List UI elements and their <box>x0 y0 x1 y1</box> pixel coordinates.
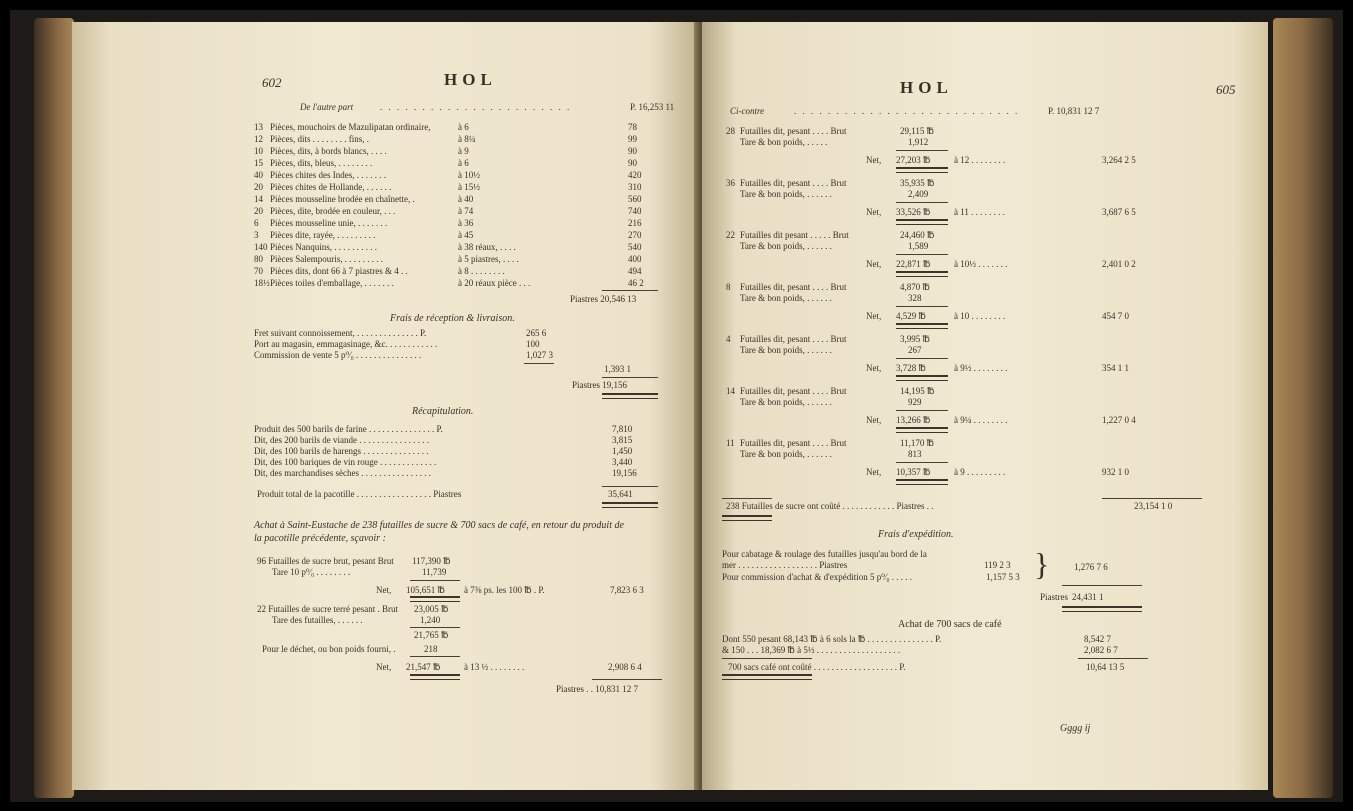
lot-net: 33,526 ℔ <box>896 207 931 217</box>
recap-amount: 19,156 <box>612 468 637 478</box>
item-qty: 13 <box>254 122 263 132</box>
item-qty: 18½ <box>254 278 270 288</box>
coffee-title: Achat de 700 sacs de café <box>898 619 1002 630</box>
item-qty: 20 <box>254 182 263 192</box>
item-rate: à 38 réaux, . . . . <box>458 242 516 252</box>
item-rate: à 74 <box>458 206 474 216</box>
lot-amount: 3,687 6 5 <box>1102 207 1136 217</box>
fee-amount: 1,027 3 <box>526 350 553 360</box>
item-rate: à 15½ <box>458 182 480 192</box>
item-qty: 20 <box>254 206 263 216</box>
fee-amount: 265 6 <box>526 328 547 338</box>
item-desc: Pièces Nanquins, . . . . . . . . . . <box>270 242 377 252</box>
lot-net-label: Net, <box>866 259 882 269</box>
item-desc: Pièces, mouchoirs de Mazulipatan ordinaire, <box>270 122 431 132</box>
lot-brut: 3,995 ℔ <box>900 334 930 344</box>
item-qty: 70 <box>254 266 263 276</box>
lot-qty: 11 <box>726 438 735 448</box>
item-qty: 15 <box>254 158 263 168</box>
lot-rate: à 11 . . . . . . . . <box>954 207 1005 217</box>
lot-tare: 267 <box>908 345 922 355</box>
sugar-total-label: 238 Futailles de sucre ont coûté . . . . . . . . . . . . Piastres . . <box>726 501 934 511</box>
lot-tare-label: Tare & bon poids, . . . . . . <box>740 293 832 303</box>
lot-desc: Futailles dit pesant . . . . . Brut <box>740 230 849 240</box>
lot-tare-label: Tare & bon poids, . . . . . . <box>740 345 832 355</box>
left-page: 602 HOL De l'autre part . . . . . . . . . . . . . . . . . . . . . . . P. 16,253 11 13 Pièces, mouchoirs de Mazulipatan ordinaire, à 6 78 12 Pièces, dits . . . . . . . . fins, . à 8¼ 99 10 Pièces, dits, à bords blancs, . . . . à 9 90 15 Pièces, dits, bleus, . . . . . . . . à 6 90 40 Pièces chites des Indes, . . . . . . . à 10½ 420 20 Pièces chites de Hollande, . . . . . . à 15½ 310 14 Pièces mousseline brodée en chaînette, . à 40 560 20 Pièces, dite, brodée en couleur, . . . à 74 740 6 Pièces mousseline unie, . . . . . . . à 36 216 3 Pièces dite, rayée, . . . . . . . . . à 45 270 140 Pièces Nanquins, . . . . . . . . . . à 38 réaux, . . . . 540 80 Pièces Salempouris, . . . . . . . . . à 5 piastres, . . . . 400 70 Pièces dits, dont 66 à 7 piastres & 4 . . à 8 . . . . . . . . 494 18½ Pièces toiles d'emballage, . . . . . . . à 20 réaux pièce . . . 46 2 Piastres 20,546 13 Frais de réception & livraison. Fret suivant connoissement, . . . . . . . . . . . . . . P. 265 6 Port au magasin, emmagasinage, &c. . . . . . . . . . . . 100 Commission de vente 5 p⁰⁄₀ . . . . . . . . . . . . . . . 1,027 3 1,393 1 Piastres 19,156 Récapitulation. Produit des 500 barils de farine . . . . . . . . . . . . . . . P. 7,810 Dit, des 200 barils de viande . . . . . . . . . . . . . . . . 3,815 Dit, des 100 barils de harengs . . . . . . . . . . . . . . . 1,450 Dit, des 100 bariques de vin rouge . . . . . . . . . . . . . 3,440 Dit, des marchandises sèches . . . . . . . . . . . . . . . . 19,156 Produit total de la pacotille . . . . . . . . . . . . . . . . . Piastres 35,641 Achat à Saint-Eustache de 238 futailles de sucre & 700 sacs de café, en retour du produit de la pacotille précédente, sçavoir : 96 Futailles de sucre brut, pesant Brut 117,390 ℔ Tare 10 p⁰⁄₀ . . . . . . . . 11,739 Net, 105,651 ℔ à 7⅜ ps. les 100 ℔ . P. 7,823 6 3 22 Futailles de sucre terré pesant . Brut 23,005 ℔ Tare des futailles, . . . . . . 1,240 21,765 ℔ Pour le déchet, ou bon poids fourni, . 218 Net, 21,547 ℔ à 13 ½ . . . . . . . . 2,908 6 4 Piastres . . 10,831 12 7 <box>72 22 700 790</box>
item-qty: 10 <box>254 146 263 156</box>
lot-qty: 36 <box>726 178 735 188</box>
item-desc: Pièces, dits, bleus, . . . . . . . . <box>270 158 373 168</box>
item-desc: Pièces dite, rayée, . . . . . . . . . <box>270 230 376 240</box>
lot-amount: 2,401 0 2 <box>1102 259 1136 269</box>
right-page: HOL 605 Ci-contre . . . . . . . . . . . . . . . . . . . . . . . . . . . P. 10,831 12 7 28 Futailles dit, pesant . . . . Brut 29,115 ℔ Tare & bon poids, . . . . . 1,912 Net, 27,203 ℔ à 12 . . . . . . . . 3,264 2 5 36 Futailles dit, pesant . . . . Brut 35,935 ℔ Tare & bon poids, . . . . . . 2,409 Net, 33,526 ℔ à 11 . . . . . . . . 3,687 6 5 22 Futailles dit pesant . . . . . Brut 24,460 ℔ Tare & bon poids, . . . . . . 1,589 Net, 22,871 ℔ à 10½ . . . . . . . 2,401 0 2 8 Futailles dit, pesant . . . . Brut 4,870 ℔ Tare & bon poids, . . . . . . 328 Net, 4,529 ℔ à 10 . . . . . . . . 454 7 0 4 Futailles dit, pesant . . . . Brut 3,995 ℔ Tare & bon poids, . . . . . . 267 Net, 3,728 ℔ à 9½ . . . . . . . . 354 1 1 14 Futailles dit, pesant . . . . Brut 14,195 ℔ Tare & bon poids, . . . . . . 929 Net, 13,266 ℔ à 9¼ . . . . . . . . 1,227 0 4 11 Futailles dit, pesant . . . . Brut 11,170 ℔ Tare & bon poids, . . . . . . 813 Net, 10,357 ℔ à 9 . . . . . . . . . 932 1 0 238 Futailles de sucre ont coûté . . . . . . . . . . . . Piastres . . 23,154 1 0 Frais d'expédition. Pour cabatage & roulage des futailles jusqu'au bord de la mer . . . . . . . . . . . . . . . . . . Piastres 119 2 3 Pour commission d'achat & d'expédition 5 p⁰⁄₀ . . . . . 1,157 5 3 } 1,276 7 6 Piastres 24,431 1 Achat de 700 sacs de café Dont 550 pesant 68,143 ℔ à 6 sols la ℔ . . . . . . . . . . . . . . . P. 8,542 7 & 150 . . . 18,369 ℔ à 5½ . . . . . . . . . . . . . . . . . . . 2,082 6 7 700 sacs café ont coûté . . . . . . . . . . . . . . . . . . . P. 10,64 13 5 Gggg ij <box>702 22 1268 790</box>
item-desc: Pièces mousseline unie, . . . . . . . <box>270 218 388 228</box>
signature-mark: Gggg ij <box>1060 723 1091 734</box>
lot-rate: à 10 . . . . . . . . <box>954 311 1006 321</box>
recap-desc: Dit, des marchandises sèches . . . . . . . . . . . . . . . . <box>254 468 431 478</box>
item-rate: à 20 réaux pièce . . . <box>458 278 531 288</box>
lot-net-label: Net, <box>866 467 882 477</box>
recap-total-label: Produit total de la pacotille . . . . . . . . . . . . . . . . . Piastres <box>257 489 462 499</box>
item-qty: 3 <box>254 230 259 240</box>
carry-value: P. 10,831 12 7 <box>1048 106 1100 116</box>
lot-desc: Futailles dit, pesant . . . . Brut <box>740 126 847 136</box>
item-desc: Pièces, dits, à bords blancs, . . . . <box>270 146 387 156</box>
lot-tare-label: Tare & bon poids, . . . . . . <box>740 241 832 251</box>
item-amount: 216 <box>628 218 642 228</box>
purchase-title: Achat à Saint-Eustache de 238 futailles de sucre & 700 sacs de café, en retour du produit de <box>254 520 624 531</box>
recap-desc: Dit, des 200 barils de viande . . . . . . . . . . . . . . . . <box>254 435 429 445</box>
lot-qty: 28 <box>726 126 735 136</box>
lot-brut: 4,870 ℔ <box>900 282 930 292</box>
lot-brut: 24,460 ℔ <box>900 230 935 240</box>
lot-desc: Futailles dit, pesant . . . . Brut <box>740 282 847 292</box>
lot-rate: à 10½ . . . . . . . <box>954 259 1008 269</box>
item-amount: 494 <box>628 266 642 276</box>
item-rate: à 6 <box>458 158 469 168</box>
lot-tare-label: Tare & bon poids, . . . . . <box>740 137 828 147</box>
expedition-total: 24,431 1 <box>1072 592 1104 602</box>
lot-amount: 3,264 2 5 <box>1102 155 1136 165</box>
carry-value: P. 16,253 11 <box>630 102 675 112</box>
item-qty: 12 <box>254 134 263 144</box>
item-qty: 14 <box>254 194 263 204</box>
item-amount: 560 <box>628 194 642 204</box>
item-desc: Pièces mousseline brodée en chaînette, . <box>270 194 415 204</box>
carry-label: De l'autre part <box>300 102 354 112</box>
item-amount: 99 <box>628 134 637 144</box>
page-number: 602 <box>262 75 282 90</box>
section-title: Récapitulation. <box>412 406 474 417</box>
lot-rate: à 9 . . . . . . . . . <box>954 467 1006 477</box>
lot-desc: Futailles dit, pesant . . . . Brut <box>740 386 847 396</box>
book-edge-right <box>1273 18 1333 798</box>
item-amount: 420 <box>628 170 642 180</box>
coffee-total: 10,64 13 5 <box>1086 662 1125 672</box>
item-amount: 540 <box>628 242 642 252</box>
lot-amount: 1,227 0 4 <box>1102 415 1136 425</box>
lot-amount: 932 1 0 <box>1102 467 1129 477</box>
fee-desc: Fret suivant connoissement, . . . . . . . . . . . . . . P. <box>254 328 427 338</box>
sugar-total: 23,154 1 0 <box>1134 501 1173 511</box>
item-rate: à 45 <box>458 230 474 240</box>
item-qty: 80 <box>254 254 263 264</box>
book-edge-left <box>34 18 74 798</box>
fee-amount: 100 <box>526 339 540 349</box>
lot-tare: 328 <box>908 293 922 303</box>
lot-tare-label: Tare & bon poids, . . . . . . <box>740 449 832 459</box>
item-rate: à 10½ <box>458 170 480 180</box>
lot-net: 22,871 ℔ <box>896 259 931 269</box>
lot-tare: 1,589 <box>908 241 929 251</box>
item-rate: à 9 <box>458 146 469 156</box>
left-page-total: Piastres . . 10,831 12 7 <box>556 684 638 694</box>
lot-brut: 14,195 ℔ <box>900 386 935 396</box>
page-header: HOL <box>900 78 953 97</box>
item-amount: 270 <box>628 230 642 240</box>
lot-tare: 1,912 <box>908 137 929 147</box>
lot-amount: 454 7 0 <box>1102 311 1129 321</box>
lot-qty: 8 <box>726 282 731 292</box>
lot-tare: 929 <box>908 397 922 407</box>
item-desc: Pièces chites des Indes, . . . . . . . <box>270 170 386 180</box>
fee-desc: Commission de vente 5 p⁰⁄₀ . . . . . . . . . . . . . . . <box>254 350 422 360</box>
item-desc: Pièces Salempouris, . . . . . . . . . <box>270 254 383 264</box>
page-number: 605 <box>1216 82 1236 97</box>
lot-amount: 354 1 1 <box>1102 363 1129 373</box>
lot-tare: 813 <box>908 449 922 459</box>
item-desc: Pièces chites de Hollande, . . . . . . <box>270 182 392 192</box>
lot-qty: 22 <box>726 230 735 240</box>
item-desc: Pièces dits, dont 66 à 7 piastres & 4 . . <box>270 266 408 276</box>
lot-net: 10,357 ℔ <box>896 467 931 477</box>
carry-label: Ci-contre <box>730 106 765 116</box>
item-amount: 400 <box>628 254 642 264</box>
item-rate: à 8¼ <box>458 134 476 144</box>
lot-net: 13,266 ℔ <box>896 415 931 425</box>
purchase-title: la pacotille précédente, sçavoir : <box>254 533 386 544</box>
item-qty: 6 <box>254 218 259 228</box>
fees-grand-total: Piastres 19,156 <box>572 380 627 390</box>
lot-tare: 2,409 <box>908 189 929 199</box>
fee-desc: Port au magasin, emmagasinage, &c. . . . . . . . . . . . <box>254 339 438 349</box>
lot-net: 4,529 ℔ <box>896 311 926 321</box>
recap-amount: 3,815 <box>612 435 633 445</box>
item-desc: Pièces, dite, brodée en couleur, . . . <box>270 206 396 216</box>
item-amount: 740 <box>628 206 642 216</box>
lot-brut: 35,935 ℔ <box>900 178 935 188</box>
lot-qty: 14 <box>726 386 735 396</box>
item-amount: 90 <box>628 158 637 168</box>
lot-rate: à 12 . . . . . . . . <box>954 155 1006 165</box>
lot-desc: Futailles dit, pesant . . . . Brut <box>740 438 847 448</box>
item-amount: 46 2 <box>628 278 644 288</box>
lot-desc: Futailles dit, pesant . . . . Brut <box>740 334 847 344</box>
brace: } <box>1034 546 1050 582</box>
lot-tare-label: Tare & bon poids, . . . . . . <box>740 397 832 407</box>
recap-amount: 1,450 <box>612 446 633 456</box>
item-qty: 40 <box>254 170 263 180</box>
item-rate: à 40 <box>458 194 474 204</box>
lot-qty: 4 <box>726 334 731 344</box>
items-total: Piastres 20,546 13 <box>570 294 637 304</box>
fees-total: 1,393 1 <box>604 364 631 374</box>
lot-rate: à 9½ . . . . . . . . <box>954 363 1008 373</box>
lot-tare-label: Tare & bon poids, . . . . . . <box>740 189 832 199</box>
lot-brut: 29,115 ℔ <box>900 126 935 136</box>
lot-net: 27,203 ℔ <box>896 155 931 165</box>
recap-desc: Dit, des 100 barils de harengs . . . . . . . . . . . . . . . <box>254 446 429 456</box>
item-desc: Pièces, dits . . . . . . . . fins, . <box>270 134 369 144</box>
lot-desc: Futailles dit, pesant . . . . Brut <box>740 178 847 188</box>
item-rate: à 5 piastres, . . . . <box>458 254 519 264</box>
lot-brut: 11,170 ℔ <box>900 438 935 448</box>
recap-amount: 7,810 <box>612 424 633 434</box>
recap-total: 35,641 <box>608 489 633 499</box>
recap-desc: Produit des 500 barils de farine . . . . . . . . . . . . . . . P. <box>254 424 443 434</box>
page-header: HOL <box>444 70 497 89</box>
section-title: Frais d'expédition. <box>878 529 954 540</box>
item-qty: 140 <box>254 242 268 252</box>
lot-net-label: Net, <box>866 363 882 373</box>
item-amount: 310 <box>628 182 642 192</box>
lot-net-label: Net, <box>866 415 882 425</box>
lot-net-label: Net, <box>866 155 882 165</box>
item-desc: Pièces toiles d'emballage, . . . . . . . <box>270 278 394 288</box>
lot-rate: à 9¼ . . . . . . . . <box>954 415 1008 425</box>
section-title: Frais de réception & livraison. <box>390 313 515 324</box>
item-rate: à 36 <box>458 218 474 228</box>
lot-net-label: Net, <box>866 207 882 217</box>
lot-net: 3,728 ℔ <box>896 363 926 373</box>
item-amount: 90 <box>628 146 637 156</box>
lot-net-label: Net, <box>866 311 882 321</box>
recap-desc: Dit, des 100 bariques de vin rouge . . . . . . . . . . . . . <box>254 457 437 467</box>
recap-amount: 3,440 <box>612 457 633 467</box>
item-amount: 78 <box>628 122 637 132</box>
item-rate: à 8 . . . . . . . . <box>458 266 505 276</box>
item-rate: à 6 <box>458 122 469 132</box>
